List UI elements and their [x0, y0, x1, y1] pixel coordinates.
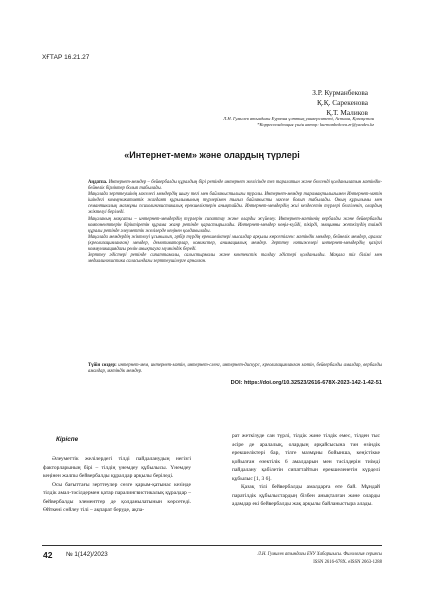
abstract-paragraph [88, 180, 382, 192]
author-name: Қ.Т. Маликов [326, 108, 368, 117]
abstract-label: Аңдатпа. [88, 180, 108, 185]
affiliation [150, 116, 374, 128]
body-paragraph: Әлеуметтік желілердегі тілді пайдаланудың негізгі факторларының бірі – тілдің үнемдеу құбылысы. Үнемдеу кеңінен жалпы бейвербалды құралдар арқылы беріледі. [43, 456, 191, 480]
abstract-text: Интернет-мемдер – бейвербалды құралдың бірі ретінде интернет желісінде тез таралатын және белсенді қолданылатын мәтіндік-бейнелік бірліктер болып табылады. [88, 180, 382, 192]
udk-code: ХҒТАР 16.21.27 [42, 54, 90, 61]
journal-name: Л.Н. Гумилев атындағы ЕҰУ Хабаршысы. Филология сериясы [257, 552, 382, 557]
body-column-right [232, 432, 380, 509]
page-number: 42 [43, 550, 53, 560]
body-paragraph: рат жеткізуде сан түрлі, тілдік және тілдік емес, тілден тыс әсіре де аралалық, олардың әрқайсысына тән өзіндік ерекшеліктері бар, тілге мазмұны бойынша, кеңістікке қойылған өзектілік 6 амалдарын мен тәсілдерін тиімді пайдалану қабілетін сипаттайтын ерекшеленетін күрделі құбылыс [1, 3 6]. [232, 433, 380, 482]
article-title: «Интернет-мем» және олардың түрлері [124, 150, 300, 160]
body-paragraph: Қазақ тілі бейвербалды амалдарға өте бай. Мұндай паратілдік құбылыстардың бізбен анықталған және оларды адамдар екі бейвербалды жақ арқылы байланыстыра алады. [232, 484, 380, 508]
affiliation-university: Л.Н. Гумилев атындағы Еуразия ұлттық университеті, Астана, Қазақстан [223, 116, 374, 121]
keywords [88, 363, 382, 375]
author-name: Қ.Қ. Сарекенова [317, 98, 368, 107]
issn: ISSN 2616-678X. eISSN 2663-1288 [313, 560, 382, 565]
footer-rule [42, 545, 382, 546]
doi-link[interactable]: DOI: https://doi.org/10.32523/2616-678X-2023-142-1-42-51 [230, 380, 382, 386]
abstract-paragraph: Мақалада мемдердің жіктелуі ұсынылып, әрбір түрдің ерекшеліктері мысалдар арқылы көрсетілген: мәтіндік мемдер, бейнелік мемдер, аралас (креолизацияланған) мемдер, демотиваторлар, комикстер, анимациялық мемдер. Зерттеу нәтижелері интернет-мемдердің қазіргі коммуникациядағы рөлін анықтауға мүмкіндік береді. [88, 234, 382, 253]
body-column-left [43, 455, 191, 515]
author-name: З.Р. Курманбекова [312, 88, 368, 97]
abstract [88, 180, 382, 265]
correspondence-email: *Корреспонденция үшін автор: kurmanbekova.zr@yandex.kz [257, 122, 374, 127]
keywords-text: интернет-мем, интернет-мәтін, интернет-сленг, интернет-дискурс, креолизацияланған мәтін, бейвербалды амалдар, вербалды амалдар, мәтіндік мемдер. [88, 363, 383, 375]
keywords-label: Түйін сөздер: [88, 363, 117, 368]
issue-number: № 1(142)/2023 [66, 551, 108, 558]
abstract-paragraph: Мақаланың мақсаты – интернет-мемдердің түрлерін сипаттау және оларды жүйелеу. Интернет-мәтіннің вербалды және бейвербалды компоненттерін біріктіретін құрама жанр ретінде қарастырылады. Интернет-мемдер көңіл-күйді, пікірді, эмоцияны жеткізудің тиімді құралы ретінде әлеуметтік желілерде кеңінен қолданылады. [88, 216, 382, 234]
section-heading: Кіріспе [56, 436, 79, 443]
body-paragraph: Осы бағыттағы зерттеулер сөзге қарым-қатынас кезінде тілдік амал-тәсілдермен қатар паралингвистикалық құралдар – бейвербалды элементтер де қолданылатынын көрсетеді. Өйткені сөйлеу тілі – ақпарат беруде, ақпа- [43, 481, 191, 514]
abstract-paragraph: Зерттеу әдістері ретінде сипаттамалы, салыстырмалы және контекстік талдау әдістері қолданылды. Мақала тіл білімі мен медиалингвистика саласындағы зерттеушілерге арналған. [88, 253, 382, 265]
abstract-paragraph: Мақалада зерттеушінің мәселесі мемдердің шығу тегі мен байланыстылығы туралы. Интернет-мемдер тарамақтылығымен Интернет-мәтін ішіндегі коммуникативтік жағдаят құрылымының түрлерімен тығыз байланысты мәселе болып табылады. Оның құрылымы мен семантикалық мазмұны психолингвистикалық ерекшеліктерін анықтайды. Интернет-мемдердің жиі кездесетін түрлері белгіленіп, олардың жіктелуі беріледі. [88, 192, 382, 216]
